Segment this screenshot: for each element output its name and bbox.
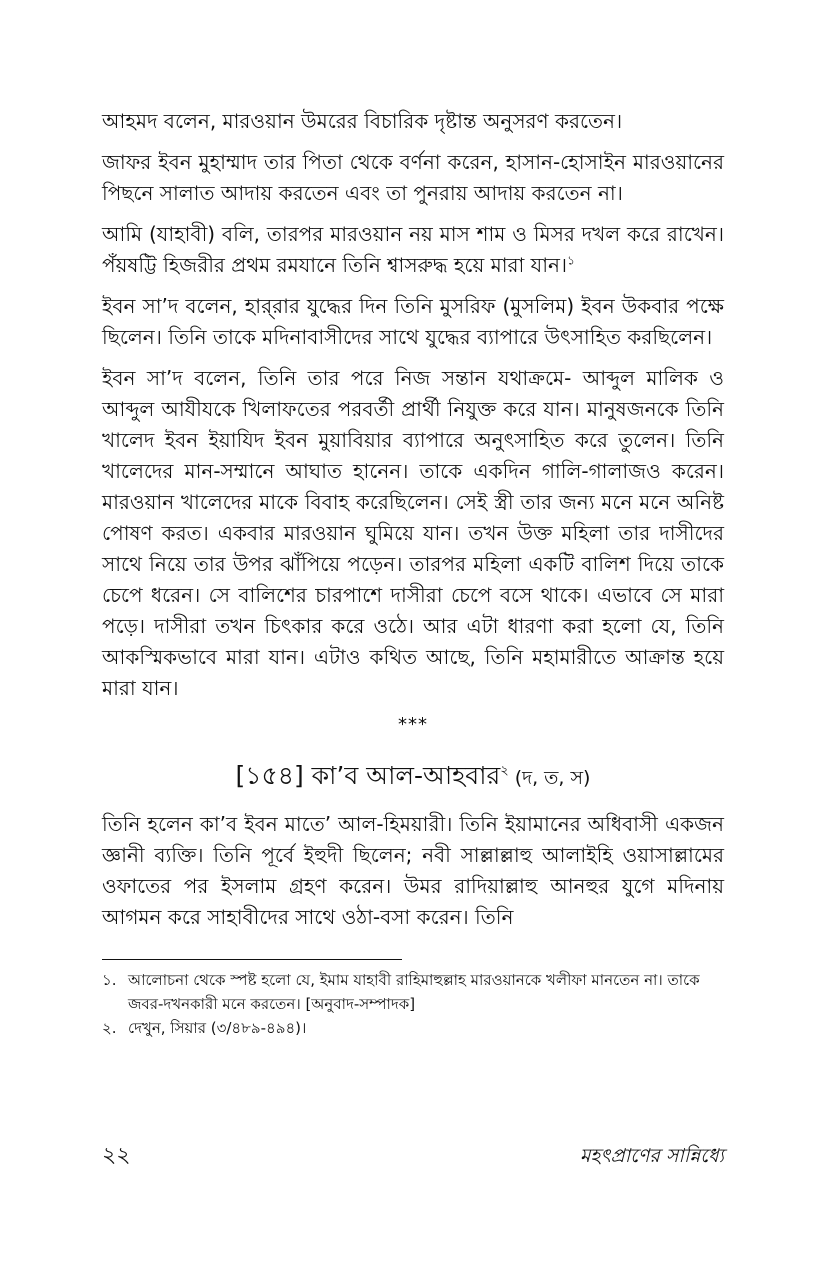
paragraph-5: ইবন সা’দ বলেন, তিনি তার পরে নিজ সন্তান যথাক্রমে- আব্দুল মালিক ও আব্দুল আযীযকে খিলাফতের পরবর্তী প্রার্থী নিযুক্ত করে যান। মানুষজনকে তিনি খালেদ ইবন ইয়াযিদ ইবন মুয়াবিয়ার ব্যাপারে অনুৎসাহিত করে তুলেন। তিনি খালেদের মান-সম্মানে আঘাত হানেন। তাকে একদিন গালি-গালাজও করেন। মারওয়ান খালেদের মাকে বিবাহ করেছিলেন। সেই স্ত্রী তার জন্য মনে মনে অনিষ্ট পোষণ করত। একবার মারওয়ান ঘুমিয়ে যান। তখন উক্ত মহিলা তার দাসীদের সাথে নিয়ে তার উপর ঝাঁপিয়ে পড়েন। তারপর মহিলা একটি বালিশ দিয়ে তাকে চেপে ধরেন। সে বালিশের চারপাশে দাসীরা চেপে বসে থাকে। এভাবে সে মারা পড়ে। দাসীরা তখন চিৎকার করে ওঠে। আর এটা ধারণা করা হলো যে, তিনি আকস্মিকভাবে মারা যান। এটাও কথিত আছে, তিনি মহামারীতে আক্রান্ত হয়ে মারা যান। <box>102 366 724 700</box>
running-title: মহৎপ্রাণের সান্নিধ্যে <box>579 1145 724 1167</box>
section-title: [১৫৪] কা’ব আল-আহবার <box>235 761 501 790</box>
footnote-1 <box>102 968 724 1016</box>
page-body <box>102 106 724 1040</box>
section-tags: (দ, ত, স) <box>514 767 591 789</box>
page-footer <box>102 1138 724 1175</box>
paragraph-3: আমি (যাহাবী) বলি, তারপর মারওয়ান নয় মাস শাম ও মিসর দখল করে রাখেন। পঁয়ষট্টি হিজরীর প্রথম রমযানে তিনি শ্বাসরুদ্ধ হয়ে মারা যান।$^১$ <box>102 222 724 277</box>
paragraph-4: ইবন সা’দ বলেন, হার্‌রার যুদ্ধের দিন তিনি মুসরিফ (মুসলিম) ইবন উকবার পক্ষে ছিলেন। তিনি তাকে মদিনাবাসীদের সাথে যুদ্ধের ব্যাপারে উৎসাহিত করছিলেন। <box>102 294 724 349</box>
section-separator: *** <box>398 714 428 735</box>
paragraph-2: জাফর ইবন মুহাম্মাদ তার পিতা থেকে বর্ণনা করেন, হাসান-হোসাইন মারওয়ানের পিছনে সালাত আদায় করতেন এবং তা পুনরায় আদায় করতেন না। <box>102 150 724 205</box>
footnote-2 <box>102 1016 724 1040</box>
footnote-text: আলোচনা থেকে স্পষ্ট হলো যে, ইমাম যাহাবী রাহিমাহুল্লাহ মারওয়ানকে খলীফা মানতেন না। তাকে জবর-দখনকারী মনে করতেন। [অনুবাদ-সম্পাদক] <box>128 971 700 1013</box>
section-heading <box>102 759 724 795</box>
footnote-ref-1[interactable]: ১ <box>567 253 575 268</box>
footnote-number: ২. <box>102 1019 117 1037</box>
page-number: ২২ <box>102 1143 131 1168</box>
footnote-divider <box>102 959 402 960</box>
paragraph-1: আহমদ বলেন, মারওয়ান উমরের বিচারিক দৃষ্টান্ত অনুসরণ করতেন। <box>102 109 623 133</box>
footnote-number: ১. <box>102 971 117 989</box>
footnote-text: দেখুন, সিয়ার (৩/৪৮৯-৪৯৪)। <box>128 1019 307 1037</box>
footnote-ref-2[interactable]: ২ <box>500 763 509 779</box>
section-body: তিনি হলেন কা’ব ইবন মাতে’ আল-হিময়ারী। তিনি ইয়ামানের অধিবাসী একজন জ্ঞানী ব্যক্তি। তিনি পূর্বে ইহুদী ছিলেন; নবী সাল্লাল্লাহু আলাইহি ওয়াসাল্লামের ওফাতের পর ইসলাম গ্রহণ করেন। উমর রাদিয়াল্লাহু আনহুর যুগে মদিনায় আগমন করে সাহাবীদের সাথে ওঠা-বসা করেন। তিনি <box>102 812 724 929</box>
